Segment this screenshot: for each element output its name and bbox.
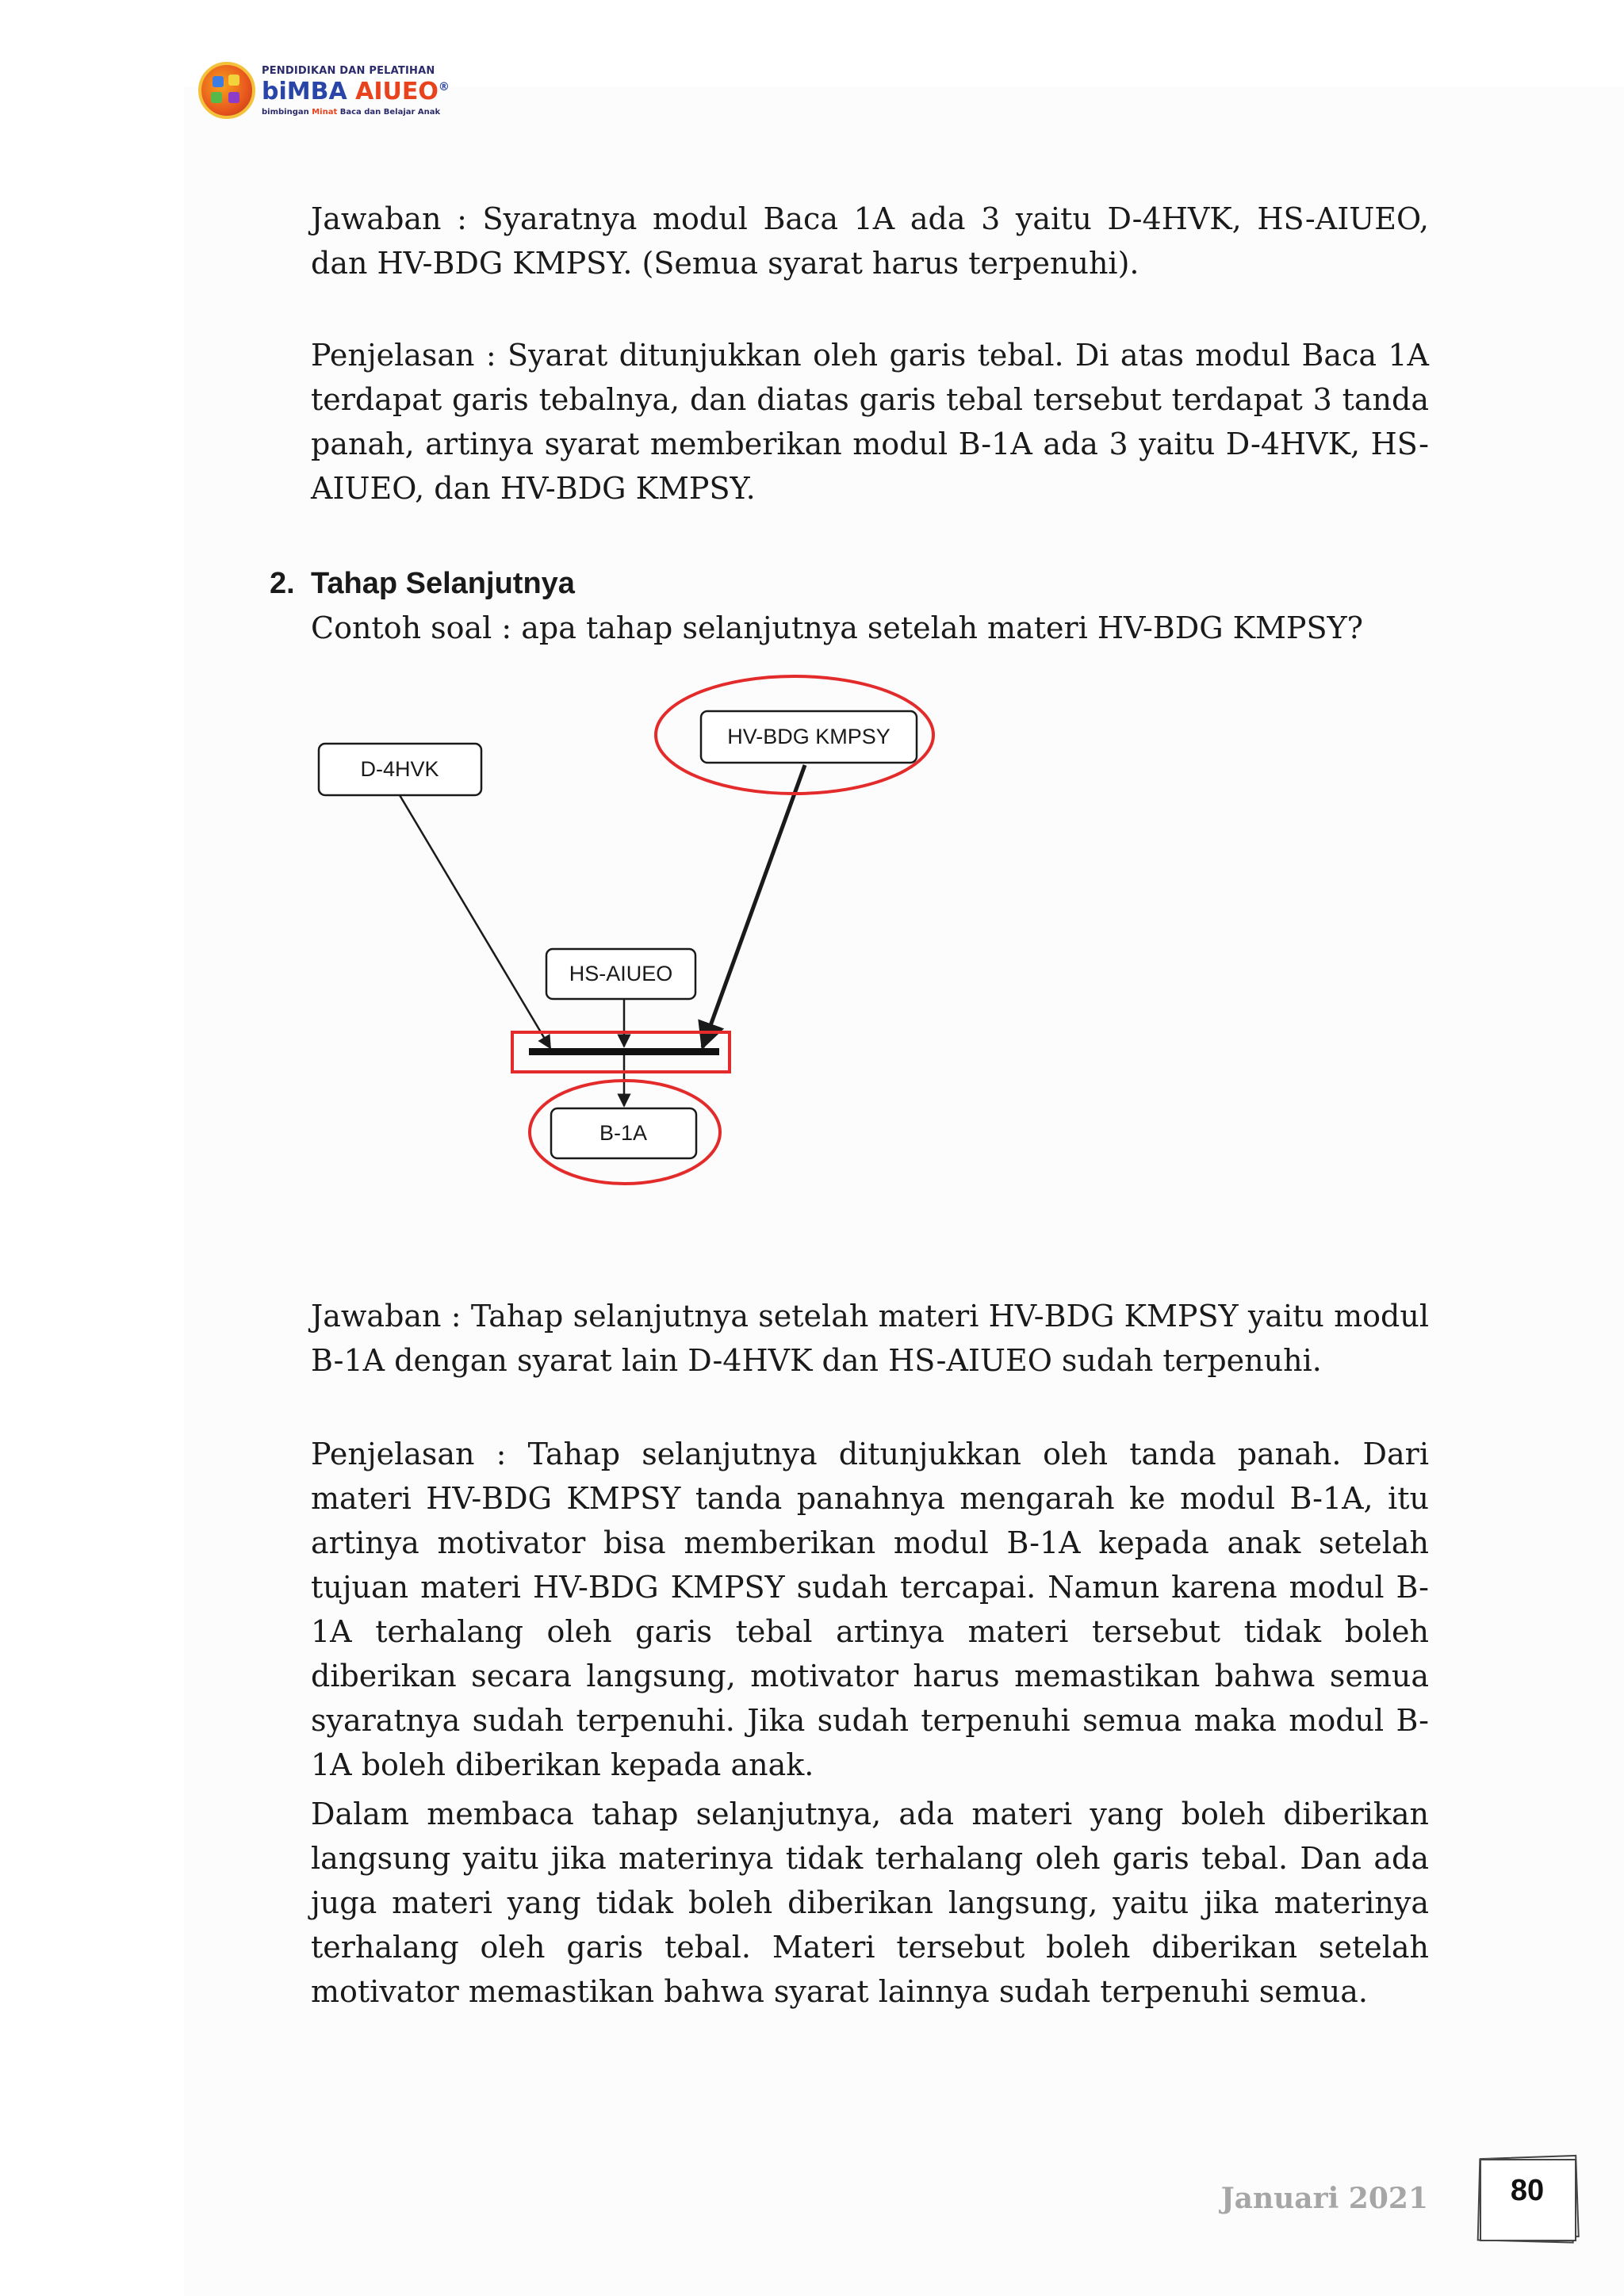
node-b1a-label: B-1A xyxy=(599,1121,648,1146)
question-paragraph: Contoh soal : apa tahap selanjutnya setelah materi HV-BDG KMPSY? xyxy=(311,610,1363,645)
logo-brand: biMBA AIUEO® xyxy=(262,78,450,105)
answer-paragraph-1: Jawaban : Syaratnya modul Baca 1A ada 3 yaitu D-4HVK, HS-AIUEO, dan HV-BDG KMPSY. (Semua syarat harus terpenuhi). xyxy=(311,201,1429,281)
bimba-logo xyxy=(198,62,450,133)
page-number-box xyxy=(1477,2156,1578,2242)
logo-emblem-icon xyxy=(198,62,255,119)
node-hsaiueo-label: HS-AIUEO xyxy=(569,962,673,986)
page-number: 80 xyxy=(1510,2174,1545,2207)
answer-paragraph-2: Jawaban : Tahap selanjutnya setelah materi HV-BDG KMPSY yaitu modul B-1A dengan syarat lain D-4HVK dan HS-AIUEO sudah terpenuhi. xyxy=(311,1299,1429,1378)
prerequisite-diagram xyxy=(311,670,977,1193)
explanation-paragraph-1: Penjelasan : Syarat ditunjukkan oleh garis tebal. Di atas modul Baca 1A terdapat garis tebalnya, dan diatas garis tebal tersebut terdapat 3 tanda panah, artinya syarat memberikan modul B-1A ada 3 yaitu D-4HVK, HS-AIUEO, dan HV-BDG KMPSY. xyxy=(311,338,1429,506)
node-d4hvk-label: D-4HVK xyxy=(360,757,439,782)
requirement-bar xyxy=(529,1048,719,1055)
explanation-paragraph-2: Penjelasan : Tahap selanjutnya ditunjukkan oleh tanda panah. Dari materi HV-BDG KMPSY tanda panahnya mengarah ke modul B-1A, itu artinya motivator bisa memberikan modul B-1A kepada anak setelah tujuan materi HV-BDG KMPSY sudah tercapai. Namun karena modul B-1A terhalang oleh garis tebal artinya materi tersebut tidak boleh diberikan secara langsung, motivator harus memastikan bahwa semua syaratnya sudah terpenuhi. Jika sudah terpenuhi semua maka modul B-1A boleh diberikan kepada anak. xyxy=(311,1437,1429,1782)
arrow-d4hvk-to-bar xyxy=(400,795,550,1048)
logo-tagline: bimbingan Minat Baca dan Belajar Anak xyxy=(262,108,441,117)
footer-date: Januari 2021 xyxy=(1220,2182,1428,2215)
logo-top-text: PENDIDIKAN DAN PELATIHAN xyxy=(262,65,435,77)
node-hvbdg-label: HV-BDG KMPSY xyxy=(727,725,891,749)
section-heading: 2. Tahap Selanjutnya xyxy=(270,567,575,600)
closing-paragraph: Dalam membaca tahap selanjutnya, ada materi yang boleh diberikan langsung yaitu jika materinya tidak terhalang oleh garis tebal. Dan ada juga materi yang tidak boleh diberikan langsung, yaitu jika materinya terhalang oleh garis tebal. Materi tersebut boleh diberikan setelah motivator memastikan bahwa syarat lainnya sudah terpenuhi semua. xyxy=(311,1797,1429,2009)
arrow-hvbdg-to-bar xyxy=(703,765,805,1047)
